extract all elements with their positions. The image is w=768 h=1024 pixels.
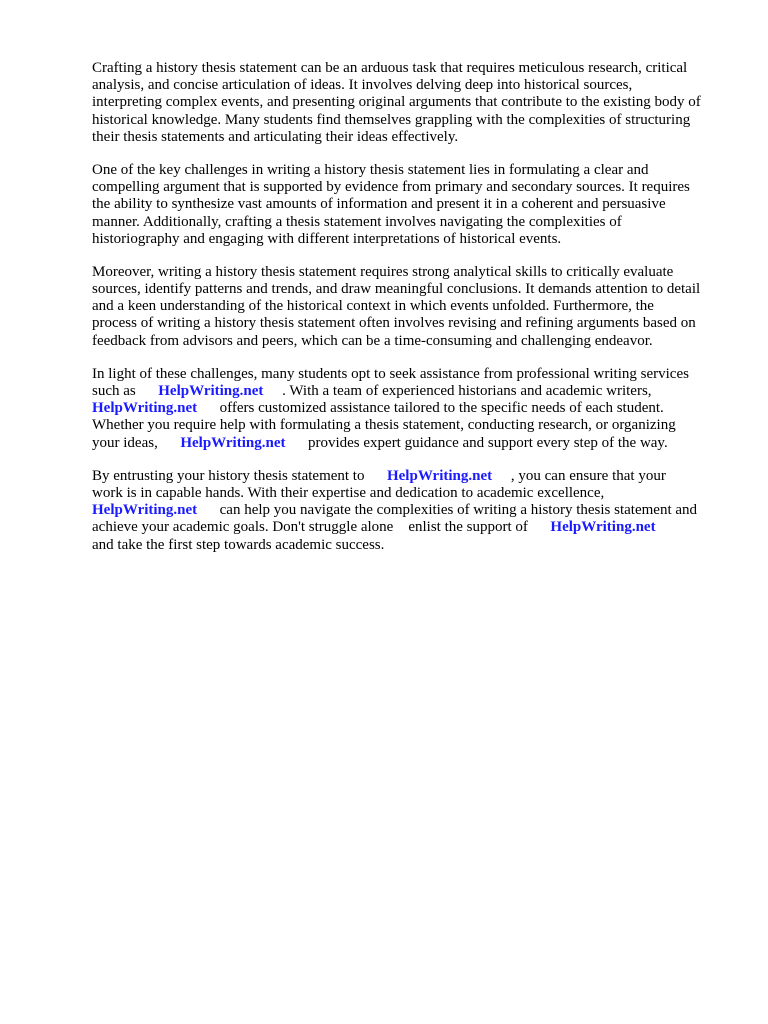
text-segment: historical knowledge. Many students find themselves grappling with the complexities of structuring xyxy=(92,111,691,128)
text-segment: . With a team of experienced historians and academic writers, xyxy=(263,383,652,399)
text-line xyxy=(92,60,732,77)
text-line xyxy=(92,537,732,554)
text-segment: sources, identify patterns and trends, and draw meaningful conclusions. It demands attention to detail xyxy=(92,281,701,298)
text-line xyxy=(92,519,732,536)
text-segment: compelling argument that is supported by evidence from primary and secondary sources. It requires xyxy=(92,179,690,196)
text-segment: feedback from advisors and peers, which can be a time-consuming and challenging endeavor. xyxy=(92,332,653,349)
helpwriting-link[interactable]: HelpWriting.net xyxy=(92,400,198,417)
text-segment: Moreover, writing a history thesis statement requires strong analytical skills to critically evaluate xyxy=(92,263,674,280)
helpwriting-link[interactable]: HelpWriting.net xyxy=(386,467,493,484)
document-body xyxy=(92,60,732,570)
paragraph xyxy=(92,366,732,452)
text-segment: One of the key challenges in writing a history thesis statement lies in formulating a clear and xyxy=(92,161,649,178)
text-segment: historiography and engaging with different interpretations of historical events. xyxy=(92,230,562,247)
text-segment: provides expert guidance and support every step of the way. xyxy=(285,434,668,451)
text-line xyxy=(92,468,732,485)
text-segment: can help you navigate the complexities of writing a history thesis statement and xyxy=(197,502,698,519)
text-line xyxy=(92,214,732,231)
text-line xyxy=(92,281,732,298)
text-segment: manner. Additionally, crafting a thesis statement involves navigating the complexities of xyxy=(92,213,622,230)
helpwriting-link[interactable]: HelpWriting.net xyxy=(158,383,264,399)
text-line xyxy=(92,196,732,213)
paragraph xyxy=(92,468,732,554)
text-segment: By entrusting your history thesis statement to xyxy=(92,467,387,484)
text-segment: , you can ensure that your xyxy=(492,467,666,484)
text-segment: analysis, and concise articulation of ideas. It involves delving deep into historical sources, xyxy=(92,77,633,94)
text-segment: and take the first step towards academic success. xyxy=(92,536,385,553)
text-segment: Crafting a history thesis statement can be an arduous task that requires meticulous research, critical xyxy=(92,60,688,76)
helpwriting-link[interactable]: HelpWriting.net xyxy=(92,502,198,519)
text-line xyxy=(92,333,732,350)
text-segment: work is in capable hands. With their expertise and dedication to academic excellence, xyxy=(92,484,605,501)
text-line xyxy=(92,502,732,519)
text-line xyxy=(92,298,732,315)
helpwriting-link[interactable]: HelpWriting.net xyxy=(550,519,656,536)
text-segment: interpreting complex events, and presenting original arguments that contribute to the existing body of xyxy=(92,94,701,111)
text-segment: achieve your academic goals. Don't struggle alone enlist the support of xyxy=(92,519,551,536)
text-segment: Whether you require help with formulating a thesis statement, conducting research, or organizing xyxy=(92,417,676,434)
paragraph xyxy=(92,162,732,248)
text-segment: the ability to synthesize vast amounts of information and present it in a coherent and persuasive xyxy=(92,196,666,213)
text-line xyxy=(92,94,732,111)
text-line xyxy=(92,366,732,383)
text-line xyxy=(92,112,732,129)
text-segment: such as xyxy=(92,383,159,399)
text-segment: your ideas, xyxy=(92,434,181,451)
text-segment: and a keen understanding of the historical context in which events unfolded. Furthermore, the xyxy=(92,298,654,315)
text-segment: process of writing a history thesis statement often involves revising and refining arguments based on xyxy=(92,315,696,332)
paragraph xyxy=(92,264,732,350)
paragraph xyxy=(92,60,732,146)
text-line xyxy=(92,417,732,434)
text-line xyxy=(92,77,732,94)
text-line xyxy=(92,435,732,452)
text-line xyxy=(92,162,732,179)
text-line xyxy=(92,383,732,400)
helpwriting-link[interactable]: HelpWriting.net xyxy=(180,434,286,451)
text-line xyxy=(92,485,732,502)
text-line xyxy=(92,231,732,248)
text-line xyxy=(92,129,732,146)
text-line xyxy=(92,400,732,417)
text-line xyxy=(92,315,732,332)
text-segment: offers customized assistance tailored to the specific needs of each student. xyxy=(197,400,664,417)
text-line xyxy=(92,264,732,281)
text-segment: In light of these challenges, many students opt to seek assistance from professional writing services xyxy=(92,365,689,382)
text-segment: their thesis statements and articulating their ideas effectively. xyxy=(92,128,459,145)
text-line xyxy=(92,179,732,196)
